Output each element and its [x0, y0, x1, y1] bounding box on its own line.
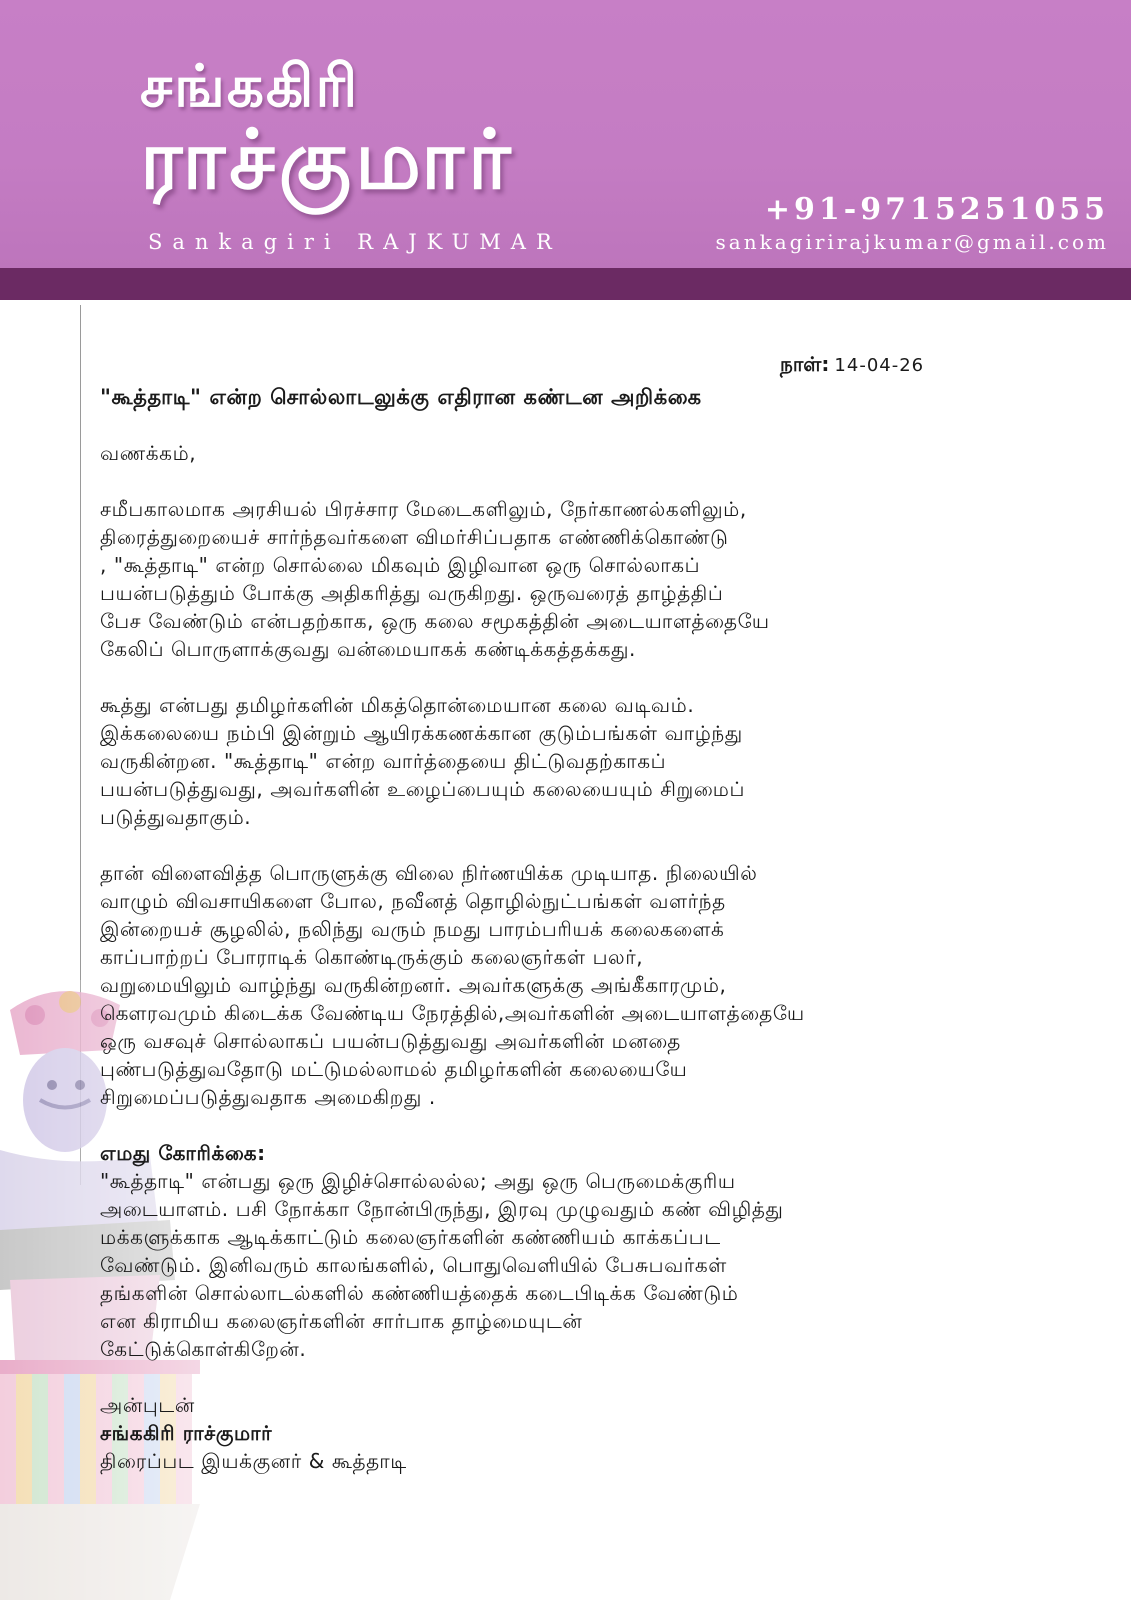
demand-heading: எமது கோரிக்கை: — [100, 1141, 266, 1165]
signature-title: திரைப்பட இயக்குனர் & கூத்தாடி — [100, 1449, 407, 1473]
paragraph-line: பயன்படுத்துவது, அவர்களின் உழைப்பையும் கலையையும் சிறுமைப் — [100, 777, 745, 801]
paragraph-line: வருகின்றன. "கூத்தாடி" என்ற வார்த்தையை திட்டுவதற்காகப் — [100, 749, 667, 773]
paragraph-line: சமீபகாலமாக அரசியல் பிரச்சார மேடைகளிலும், நேர்காணல்களிலும், — [100, 497, 747, 521]
paragraph-4 — [100, 1167, 1105, 1363]
date-row — [780, 352, 924, 379]
paragraph-line: திரைத்துறையைச் சார்ந்தவர்களை விமர்சிப்பதாக எண்ணிக்கொண்டு — [100, 525, 729, 549]
paragraph-line: என கிராமிய கலைஞர்களின் சார்பாக தாழ்மையுடன் — [100, 1309, 583, 1333]
paragraph-line: அடையாளம். பசி நோக்கா நோன்பிருந்து, இரவு முழுவதும் கண் விழித்து — [100, 1197, 784, 1221]
paragraph-line: கௌரவமும் கிடைக்க வேண்டிய நேரத்தில்,அவர்களின் அடையாளத்தையே — [100, 1001, 805, 1025]
paragraph-line: புண்படுத்துவதோடு மட்டுமல்லாமல் தமிழர்களின் கலையையே — [100, 1057, 688, 1081]
paragraph-line: தான் விளைவித்த பொருளுக்கு விலை நிர்ணயிக்க முடியாத. நிலையில் — [100, 861, 758, 885]
closing: அன்புடன் — [100, 1393, 195, 1417]
paragraph-line: , "கூத்தாடி" என்ற சொல்லை மிகவும் இழிவான ஒரு சொல்லாகப் — [100, 553, 701, 577]
header-band — [0, 268, 1131, 300]
paragraph-line: ஒரு வசவுச் சொல்லாகப் பயன்படுத்துவது அவர்களின் மனதை — [100, 1029, 681, 1053]
paragraph-line: வறுமையிலும் வாழ்ந்து வருகின்றனர். அவர்களுக்கு அங்கீகாரமும், — [100, 973, 727, 997]
signature-name: சங்ககிரி ராச்குமார் — [100, 1421, 273, 1445]
logo-tamil-line2: ராச்குமார் — [140, 112, 515, 208]
paragraph-3 — [100, 859, 1105, 1111]
paragraph-line: வேண்டும். இனிவரும் காலங்களில், பொதுவெளியில் பேசுபவர்கள் — [100, 1253, 727, 1277]
logo-english-name: Sankagiri RAJKUMAR — [148, 230, 562, 254]
paragraph-line: வாழும் விவசாயிகளை போல, நவீனத் தொழில்நுட்பங்கள் வளர்ந்த — [100, 889, 726, 913]
logo-tamil-line1: சங்ககிரி — [140, 52, 360, 120]
paragraph-line: படுத்துவதாகும். — [100, 805, 252, 829]
paragraph-line: இன்றையச் சூழலில், நலிந்து வரும் நமது பாரம்பரியக் கலைகளைக் — [100, 917, 725, 941]
paragraph-line: காப்பாற்றப் போராடிக் கொண்டிருக்கும் கலைஞர்கள் பலர், — [100, 945, 644, 969]
letterhead-header — [0, 0, 1131, 268]
paragraph-line: மக்களுக்காக ஆடிக்காட்டும் கலைஞர்களின் கண்ணியம் காக்கப்பட — [100, 1225, 721, 1249]
paragraph-line: கேட்டுக்கொள்கிறேன். — [100, 1337, 307, 1361]
paragraph-line: பேச வேண்டும் என்பதற்காக, ஒரு கலை சமூகத்தின் அடையாளத்தையே — [100, 609, 770, 633]
paragraph-line: கேலிப் பொருளாக்குவது வன்மையாகக் கண்டிக்கத்தக்கது. — [100, 637, 637, 661]
paragraph-line: கூத்து என்பது தமிழர்களின் மிகத்தொன்மையான கலை வடிவம். — [100, 693, 695, 717]
letter-body — [100, 383, 1105, 1475]
paragraph-line: இக்கலையை நம்பி இன்றும் ஆயிரக்கணக்கான குடும்பங்கள் வாழ்ந்து — [100, 721, 743, 745]
paragraph-2 — [100, 691, 1105, 831]
date-label: நாள்: — [780, 352, 830, 376]
phone-number: +91-9715251055 — [764, 192, 1109, 227]
paragraph-line: சிறுமைப்படுத்துவதாக அமைகிறது . — [100, 1085, 436, 1109]
paragraph-1 — [100, 495, 1105, 663]
paragraph-line: "கூத்தாடி" என்பது ஒரு இழிச்சொல்லல்ல; அது ஒரு பெருமைக்குரிய — [100, 1169, 736, 1193]
paragraph-line: பயன்படுத்தும் போக்கு அதிகரித்து வருகிறது. ஒருவரைத் தாழ்த்திப் — [100, 581, 724, 605]
email-address: sankagirirajkumar@gmail.com — [715, 230, 1109, 254]
letter-title: "கூத்தாடி" என்ற சொல்லாடலுக்கு எதிரான கண்டன அறிக்கை — [100, 385, 702, 409]
date-value: 14-04-26 — [834, 355, 925, 376]
greeting: வணக்கம், — [100, 441, 197, 465]
paragraph-line: தங்களின் சொல்லாடல்களில் கண்ணியத்தைக் கடைபிடிக்க வேண்டும் — [100, 1281, 739, 1305]
